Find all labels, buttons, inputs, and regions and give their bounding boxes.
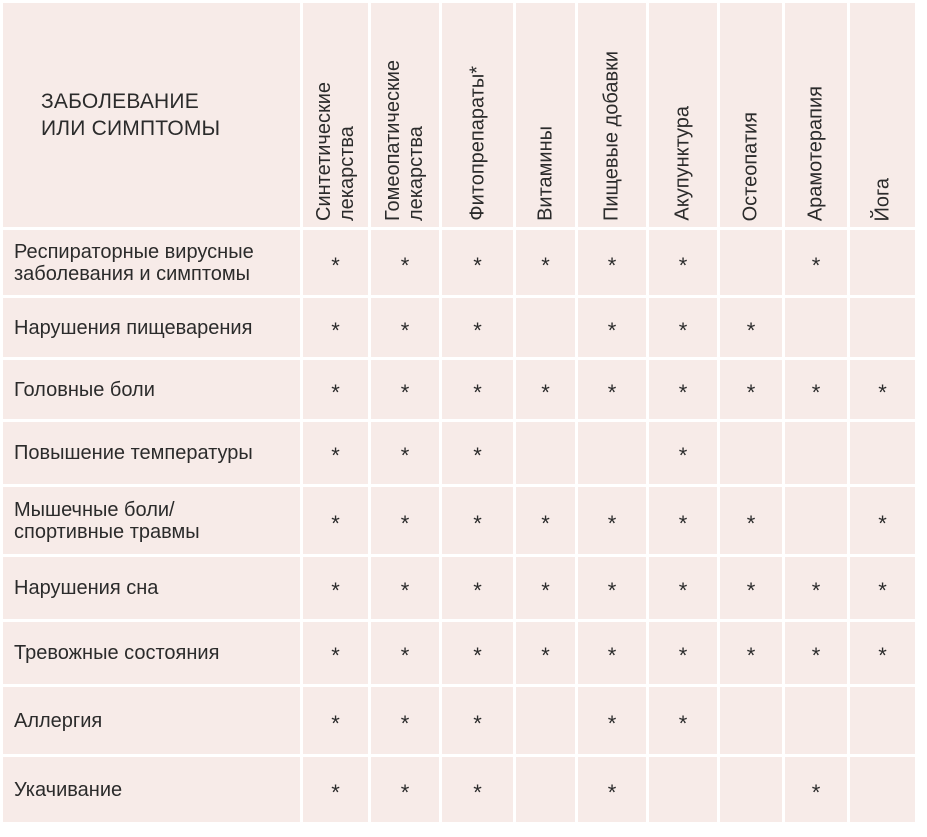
column-header-line: Гомеопатические xyxy=(382,59,404,221)
check-mark-cell: * xyxy=(785,757,847,822)
row-label-line: Нарушения сна xyxy=(14,577,159,599)
column-header-line: Синтетические xyxy=(312,82,335,221)
row-label-line: Нарушения пищеварения xyxy=(14,316,253,339)
check-mark-cell: * xyxy=(442,687,513,754)
check-mark-cell: * xyxy=(303,298,368,357)
corner-header xyxy=(3,3,300,227)
column-header-text xyxy=(601,51,624,221)
check-mark-cell: * xyxy=(649,687,717,754)
row-label xyxy=(3,230,300,295)
row-label-line: Повышение температуры xyxy=(14,442,253,464)
table-row xyxy=(3,557,915,619)
column-header xyxy=(516,3,575,227)
empty-cell xyxy=(785,298,847,357)
check-mark-cell: * xyxy=(649,487,717,554)
check-mark-cell: * xyxy=(303,422,368,484)
row-label xyxy=(3,557,300,619)
column-header-text xyxy=(740,112,763,221)
column-header-text xyxy=(871,178,894,221)
column-header-line: лекарства xyxy=(335,126,358,221)
check-mark-cell: * xyxy=(516,557,575,619)
empty-cell xyxy=(578,422,646,484)
row-label-line: Тревожные состояния xyxy=(14,642,220,664)
corner-header-line: ИЛИ СИМПТОМЫ xyxy=(41,117,221,140)
column-header-line: лекарства xyxy=(405,126,427,221)
empty-cell xyxy=(785,422,847,484)
column-header-line: Йога xyxy=(871,177,893,221)
row-label-line: Респираторные вирусные xyxy=(14,240,254,263)
check-mark-cell: * xyxy=(720,360,782,419)
empty-cell xyxy=(720,422,782,484)
check-mark-cell: * xyxy=(371,622,439,684)
header-row xyxy=(3,3,915,227)
table-body xyxy=(3,3,915,822)
row-label-line: Аллергия xyxy=(14,709,103,732)
row-label xyxy=(3,422,300,484)
column-header xyxy=(371,3,439,227)
empty-cell xyxy=(720,757,782,822)
column-header-text xyxy=(466,66,489,221)
column-header xyxy=(720,3,782,227)
check-mark-cell: * xyxy=(649,557,717,619)
table-row xyxy=(3,487,915,554)
check-mark-cell: * xyxy=(371,487,439,554)
check-mark-cell: * xyxy=(442,360,513,419)
column-header xyxy=(649,3,717,227)
check-mark-cell: * xyxy=(516,487,575,554)
empty-cell xyxy=(720,687,782,754)
check-mark-cell: * xyxy=(303,687,368,754)
corner-header-line: ЗАБОЛЕВАНИЕ xyxy=(41,90,199,113)
column-header xyxy=(303,3,368,227)
check-mark-cell: * xyxy=(850,557,915,619)
check-mark-cell: * xyxy=(371,757,439,822)
check-mark-cell: * xyxy=(442,422,513,484)
column-header-text xyxy=(382,60,428,221)
check-mark-cell: * xyxy=(371,422,439,484)
row-label xyxy=(3,622,300,684)
check-mark-cell: * xyxy=(578,557,646,619)
table-row xyxy=(3,298,915,357)
row-label xyxy=(3,360,300,419)
column-header xyxy=(442,3,513,227)
empty-cell xyxy=(850,687,915,754)
column-header-line: Остеопатия xyxy=(739,111,762,221)
check-mark-cell: * xyxy=(442,487,513,554)
check-mark-cell: * xyxy=(785,622,847,684)
column-header-line: Акупунктура xyxy=(671,106,694,221)
table-row xyxy=(3,687,915,754)
check-mark-cell: * xyxy=(442,557,513,619)
check-mark-cell: * xyxy=(649,360,717,419)
check-mark-cell: * xyxy=(649,422,717,484)
check-mark-cell: * xyxy=(442,757,513,822)
check-mark-cell: * xyxy=(516,360,575,419)
column-header-line: Пищевые добавки xyxy=(600,50,623,221)
empty-cell xyxy=(785,687,847,754)
column-header-text xyxy=(672,106,695,221)
table-row xyxy=(3,622,915,684)
check-mark-cell: * xyxy=(371,298,439,357)
check-mark-cell: * xyxy=(649,230,717,295)
check-mark-cell: * xyxy=(578,687,646,754)
empty-cell xyxy=(516,757,575,822)
row-label xyxy=(3,298,300,357)
check-mark-cell: * xyxy=(578,360,646,419)
check-mark-cell: * xyxy=(785,230,847,295)
check-mark-cell: * xyxy=(578,487,646,554)
row-label-line: заболевания и симптомы xyxy=(14,262,251,285)
check-mark-cell: * xyxy=(442,622,513,684)
table-row xyxy=(3,360,915,419)
check-mark-cell: * xyxy=(303,487,368,554)
check-mark-cell: * xyxy=(578,622,646,684)
check-mark-cell: * xyxy=(442,230,513,295)
table-row xyxy=(3,422,915,484)
column-header xyxy=(850,3,915,227)
column-header-line: Фитопрепараты* xyxy=(466,66,488,221)
row-label-line: Мышечные боли/ xyxy=(14,498,175,521)
column-header xyxy=(785,3,847,227)
empty-cell xyxy=(850,422,915,484)
check-mark-cell: * xyxy=(850,487,915,554)
row-label xyxy=(3,757,300,822)
empty-cell xyxy=(850,230,915,295)
empty-cell xyxy=(785,487,847,554)
check-mark-cell: * xyxy=(649,298,717,357)
check-mark-cell: * xyxy=(785,360,847,419)
check-mark-cell: * xyxy=(303,622,368,684)
row-label-line: Головные боли xyxy=(14,378,155,401)
empty-cell xyxy=(516,298,575,357)
check-mark-cell: * xyxy=(516,230,575,295)
check-mark-cell: * xyxy=(720,622,782,684)
check-mark-cell: * xyxy=(442,298,513,357)
check-mark-cell: * xyxy=(371,687,439,754)
check-mark-cell: * xyxy=(303,757,368,822)
check-mark-cell: * xyxy=(371,230,439,295)
check-mark-cell: * xyxy=(850,622,915,684)
check-mark-cell: * xyxy=(578,230,646,295)
check-mark-cell: * xyxy=(303,557,368,619)
check-mark-cell: * xyxy=(578,298,646,357)
check-mark-cell: * xyxy=(720,298,782,357)
row-label xyxy=(3,687,300,754)
check-mark-cell: * xyxy=(720,487,782,554)
check-mark-cell: * xyxy=(720,557,782,619)
check-mark-cell: * xyxy=(303,360,368,419)
column-header-text xyxy=(534,126,557,221)
column-header-line: Витамины xyxy=(534,126,556,221)
check-mark-cell: * xyxy=(785,557,847,619)
empty-cell xyxy=(649,757,717,822)
check-mark-cell: * xyxy=(371,557,439,619)
empty-cell xyxy=(516,687,575,754)
table-row xyxy=(3,230,915,295)
check-mark-cell: * xyxy=(371,360,439,419)
empty-cell xyxy=(850,757,915,822)
empty-cell xyxy=(850,298,915,357)
empty-cell xyxy=(516,422,575,484)
check-mark-cell: * xyxy=(649,622,717,684)
row-label xyxy=(3,487,300,554)
check-mark-cell: * xyxy=(578,757,646,822)
column-header-text xyxy=(313,82,359,221)
empty-cell xyxy=(720,230,782,295)
row-label-line: Укачивание xyxy=(14,778,123,801)
table-row xyxy=(3,757,915,822)
check-mark-cell: * xyxy=(303,230,368,295)
column-header xyxy=(578,3,646,227)
column-header-line: Арамотерапия xyxy=(804,85,827,221)
check-mark-cell: * xyxy=(516,622,575,684)
check-mark-cell: * xyxy=(850,360,915,419)
column-header-text xyxy=(805,86,828,221)
row-label-line: спортивные травмы xyxy=(14,520,200,543)
